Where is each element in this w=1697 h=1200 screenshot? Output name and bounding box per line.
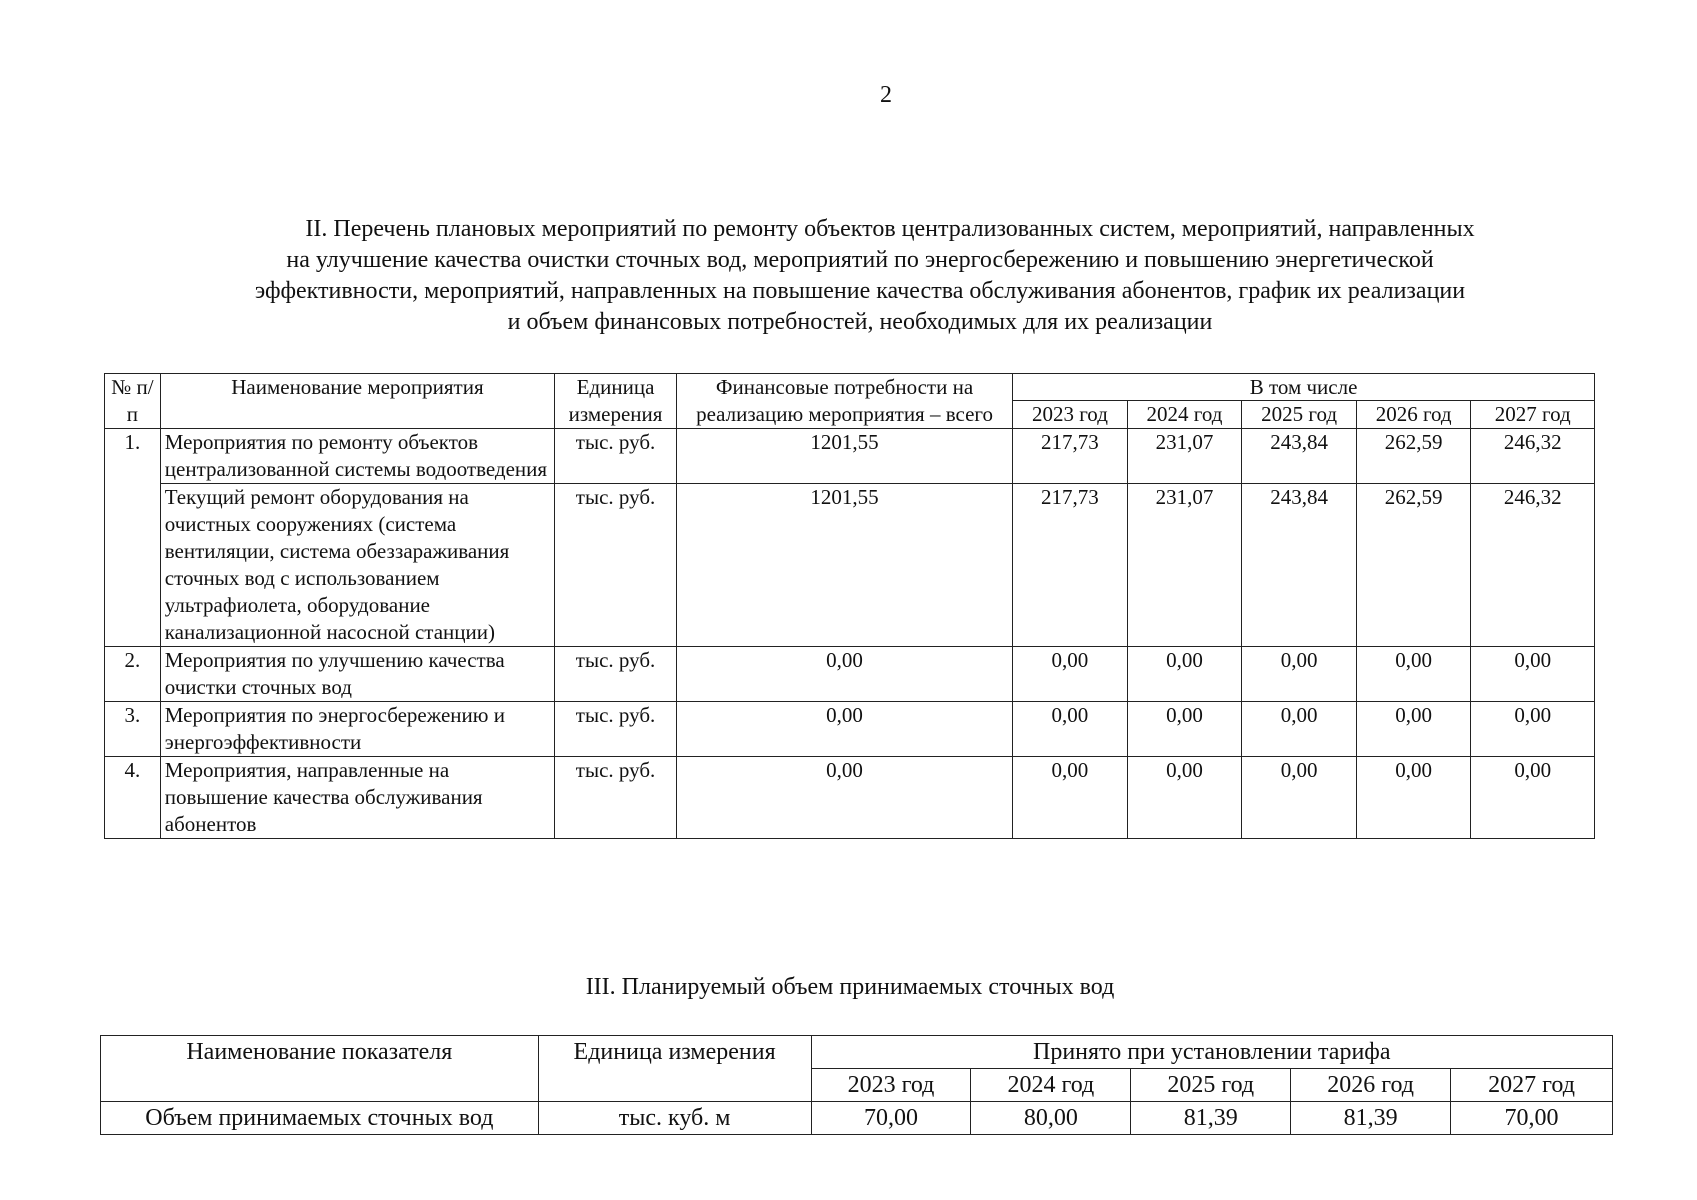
row-year-value: 0,00	[1242, 647, 1357, 702]
row-unit: тыс. руб.	[555, 647, 677, 702]
col-header-accepted: Принято при установлении тарифа	[811, 1036, 1612, 1069]
row-year-value: 231,07	[1127, 484, 1242, 647]
row-year-value: 0,00	[1471, 757, 1595, 839]
col-header-year: 2024 год	[1127, 401, 1242, 429]
row-year-value: 217,73	[1013, 484, 1128, 647]
row-name: Мероприятия, направленные на повышение качества обслуживания абонентов	[160, 757, 554, 839]
row-year-value: 217,73	[1013, 429, 1128, 484]
col-header-year: 2025 год	[1131, 1069, 1291, 1102]
row-year-value: 262,59	[1356, 429, 1471, 484]
col-header-year: 2023 год	[1013, 401, 1128, 429]
col-header-total: Финансовые потребности на реализацию мероприятия – всего	[676, 374, 1012, 429]
row-name: Мероприятия по энергосбережению и энергоэффективности	[160, 702, 554, 757]
row-year-value: 243,84	[1242, 429, 1357, 484]
section-2-title-line: на улучшение качества очистки сточных вод, мероприятий по энергосбережению и повышению энергетической	[286, 247, 1434, 273]
col-header-year: 2026 год	[1356, 401, 1471, 429]
page-number: 2	[880, 82, 892, 108]
row-year-value: 0,00	[1242, 757, 1357, 839]
row-total: 0,00	[676, 757, 1012, 839]
row-unit: тыс. куб. м	[538, 1102, 811, 1135]
row-year-value: 231,07	[1127, 429, 1242, 484]
row-year-value: 0,00	[1013, 757, 1128, 839]
row-year-value: 0,00	[1127, 757, 1242, 839]
row-year-value: 0,00	[1471, 702, 1595, 757]
row-total: 0,00	[676, 647, 1012, 702]
table-row	[101, 1102, 1613, 1135]
row-year-value: 243,84	[1242, 484, 1357, 647]
table-row	[105, 757, 1595, 839]
col-header-name: Наименование мероприятия	[160, 374, 554, 429]
col-header-including: В том числе	[1013, 374, 1595, 401]
row-year-value: 0,00	[1356, 702, 1471, 757]
table-row	[105, 429, 1595, 484]
row-year-value: 0,00	[1127, 702, 1242, 757]
col-header-unit: Единица измерения	[538, 1036, 811, 1102]
activities-table	[104, 373, 1595, 839]
table-row	[105, 484, 1595, 647]
section-2-title	[110, 214, 1610, 338]
col-header-year: 2025 год	[1242, 401, 1357, 429]
row-year-value: 0,00	[1013, 647, 1128, 702]
row-total: 1201,55	[676, 429, 1012, 484]
col-header-unit: Единица измерения	[555, 374, 677, 429]
row-year-value: 0,00	[1356, 647, 1471, 702]
row-unit: тыс. руб.	[555, 702, 677, 757]
col-header-year: 2027 год	[1451, 1069, 1613, 1102]
section-3-title: III. Планируемый объем принимаемых сточных вод	[585, 974, 1115, 1000]
table-row	[105, 702, 1595, 757]
section-2-title-line: эффективности, мероприятий, направленных на повышение качества обслуживания абонентов, график их реализации	[254, 278, 1466, 304]
row-unit: тыс. руб.	[555, 429, 677, 484]
row-num: 2.	[105, 647, 161, 702]
row-unit: тыс. руб.	[555, 757, 677, 839]
row-year-value: 70,00	[811, 1102, 971, 1135]
row-year-value: 0,00	[1471, 647, 1595, 702]
row-year-value: 0,00	[1127, 647, 1242, 702]
row-total: 0,00	[676, 702, 1012, 757]
table-row	[105, 647, 1595, 702]
row-unit: тыс. руб.	[555, 484, 677, 647]
row-name: Мероприятия по ремонту объектов централизованной системы водоотведения	[160, 429, 554, 484]
section-2-title-line: и объем финансовых потребностей, необходимых для их реализации	[507, 309, 1213, 335]
row-name: Текущий ремонт оборудования на очистных сооружениях (система вентиляции, система обеззараживания сточных вод с использованием ультрафиолета, оборудование канализационной насосной станции)	[160, 484, 554, 647]
row-name: Мероприятия по улучшению качества очистки сточных вод	[160, 647, 554, 702]
row-year-value: 246,32	[1471, 429, 1595, 484]
row-num: 4.	[105, 757, 161, 839]
col-header-num: № п/п	[105, 374, 161, 429]
row-year-value: 80,00	[971, 1102, 1131, 1135]
row-num: 3.	[105, 702, 161, 757]
row-year-value: 81,39	[1131, 1102, 1291, 1135]
row-year-value: 0,00	[1013, 702, 1128, 757]
col-header-year: 2026 год	[1291, 1069, 1451, 1102]
row-name: Объем принимаемых сточных вод	[101, 1102, 539, 1135]
section-2-title-line: II. Перечень плановых мероприятий по ремонту объектов централизованных систем, мероприятий, направленных	[305, 216, 1475, 242]
row-year-value: 81,39	[1291, 1102, 1451, 1135]
wastewater-volume-table	[100, 1035, 1613, 1135]
row-num: 1.	[105, 429, 161, 647]
row-year-value: 246,32	[1471, 484, 1595, 647]
row-year-value: 70,00	[1451, 1102, 1613, 1135]
col-header-year: 2023 год	[811, 1069, 971, 1102]
row-year-value: 0,00	[1356, 757, 1471, 839]
row-total: 1201,55	[676, 484, 1012, 647]
col-header-year: 2024 год	[971, 1069, 1131, 1102]
col-header-indicator: Наименование показателя	[101, 1036, 539, 1102]
row-year-value: 262,59	[1356, 484, 1471, 647]
row-year-value: 0,00	[1242, 702, 1357, 757]
col-header-year: 2027 год	[1471, 401, 1595, 429]
